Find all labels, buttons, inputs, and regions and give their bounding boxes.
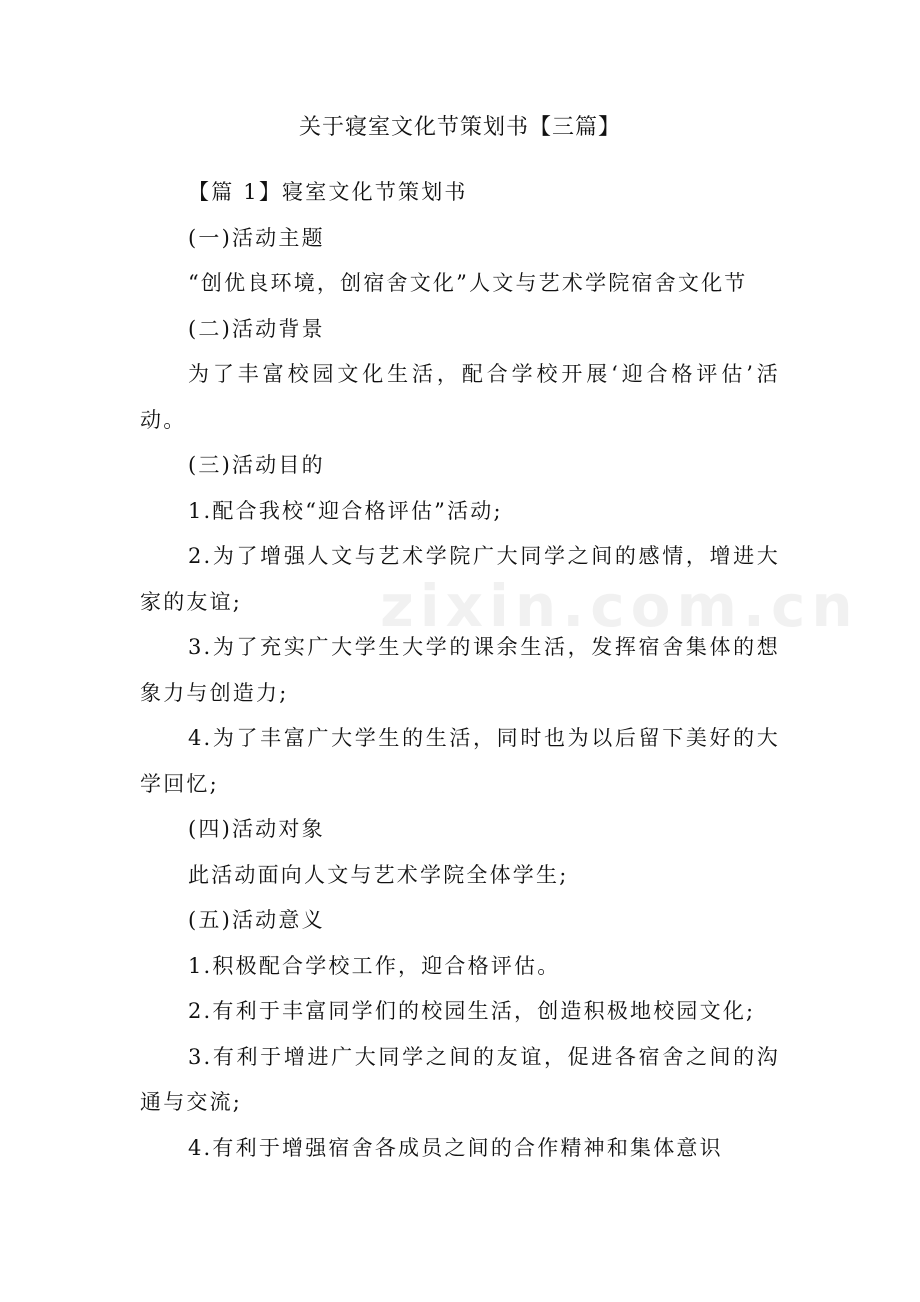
paragraph: “创优良环境，创宿舍文化”人文与艺术学院宿舍文化节 [188, 271, 748, 295]
list-item: 2.有利于丰富同学们的校园生活，创造积极地校园文化; [188, 999, 756, 1023]
document-title: 关于寝室文化节策划书【三篇】 [298, 115, 621, 140]
section-heading: 【篇 1】寝室文化节策划书 [188, 180, 468, 204]
list-item: 4.有利于增强宿舍各成员之间的合作精神和集体意识 [188, 1135, 723, 1160]
document-body [140, 170, 780, 1171]
list-item: 4.为了丰富广大学生的生活，同时也为以后留下美好的大学回忆; [140, 726, 780, 796]
subheading: (三)活动目的 [188, 453, 325, 477]
watermark: zixin.com.cn [380, 572, 859, 640]
list-item: 2.为了增强人文与艺术学院广大同学之间的感情，增进大家的友谊; [140, 544, 780, 614]
list-item: 3.为了充实广大学生大学的课余生活，发挥宿舍集体的想象力与创造力; [140, 635, 780, 705]
subheading: (四)活动对象 [188, 817, 325, 841]
subheading: (五)活动意义 [188, 908, 325, 932]
paragraph: 此活动面向人文与艺术学院全体学生; [188, 862, 569, 887]
list-item: 3.有利于增进广大同学之间的友谊，促进各宿舍之间的沟通与交流; [140, 1044, 780, 1114]
list-item: 1.配合我校“迎合格评估”活动; [188, 498, 503, 523]
subheading: (一)活动主题 [188, 225, 325, 250]
paragraph: 为了丰富校园文化生活，配合学校开展‘迎合格评估’活动。 [140, 362, 780, 432]
list-item: 1.积极配合学校工作，迎合格评估。 [188, 953, 561, 978]
subheading: (二)活动背景 [188, 316, 325, 341]
